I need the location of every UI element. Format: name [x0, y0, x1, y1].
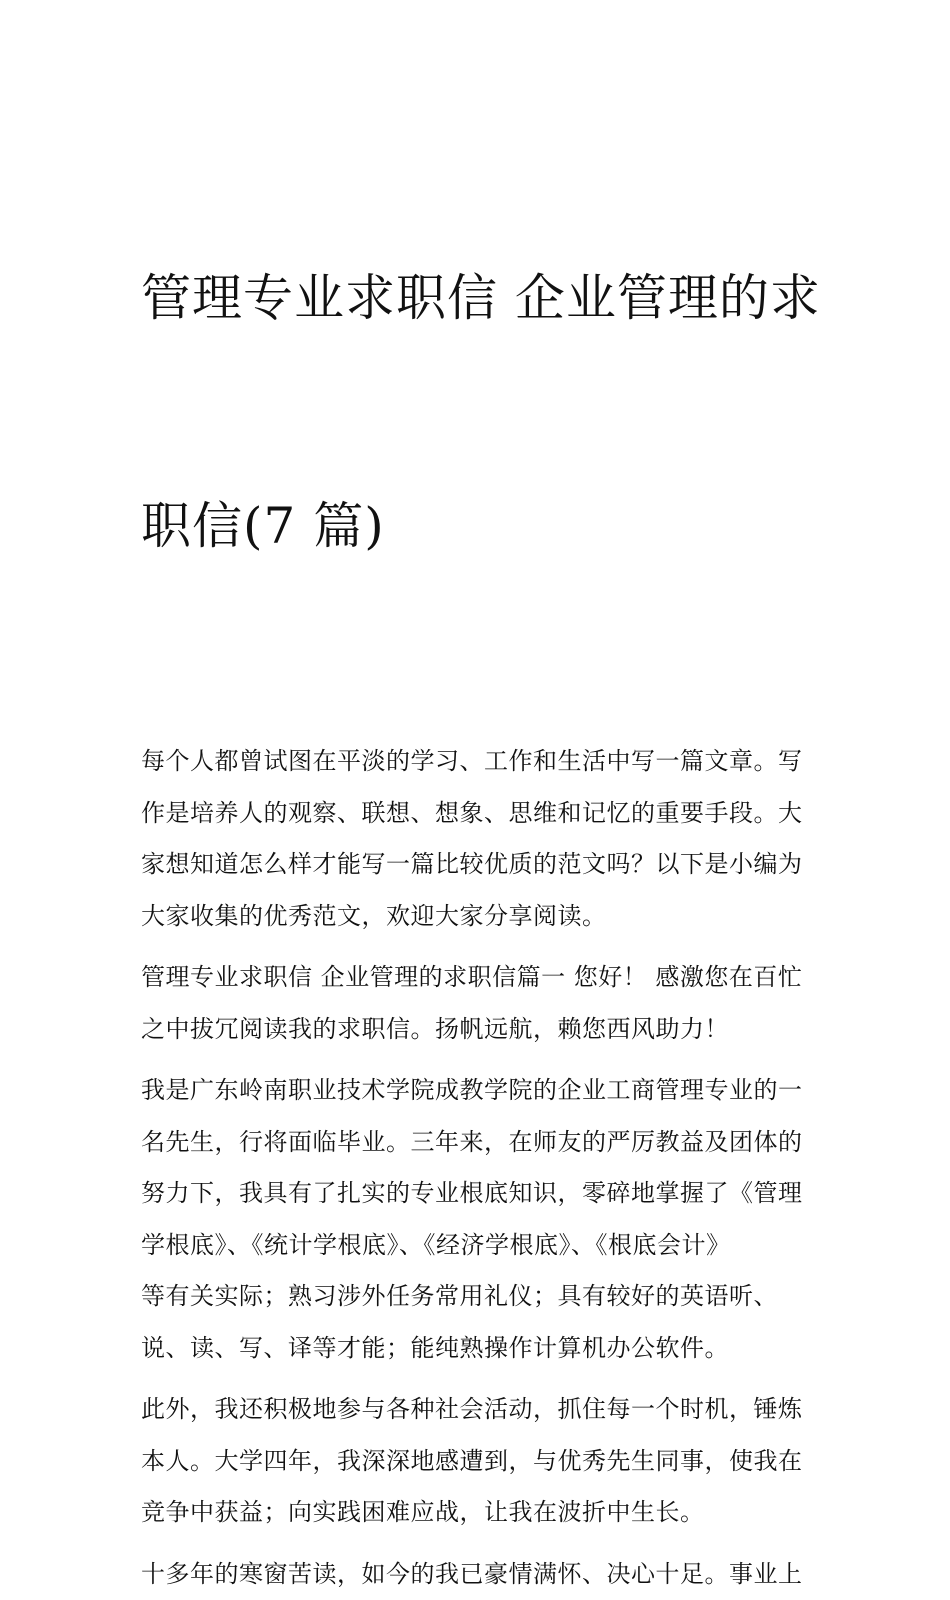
text-line: 我是广东岭南职业技术学院成教学院的企业工商管理专业的一 [141, 1065, 813, 1117]
title-spacer [141, 716, 813, 736]
text-line: 等有关实际；熟习涉外任务常用礼仪；具有较好的英语听、 [141, 1271, 813, 1323]
text-line: 家想知道怎么样才能写一篇比较优质的范文吗？以下是小编为 [141, 839, 813, 891]
title-line: 职信(7 篇) [141, 488, 813, 564]
text-line: 作是培养人的观察、联想、想象、思维和记忆的重要手段。大 [141, 788, 813, 840]
text-line: 名先生，行将面临毕业。三年来，在师友的严厉教益及团体的 [141, 1117, 813, 1169]
paragraph-intro [141, 736, 813, 942]
title-line: 管理专业求职信 企业管理的求 [141, 260, 813, 336]
text-line: 此外，我还积极地参与各种社会活动，抓住每一个时机，锤炼 [141, 1384, 813, 1436]
paragraph-closing [141, 1549, 813, 1600]
text-line: 本人。大学四年，我深深地感遭到，与优秀先生同事，使我在 [141, 1436, 813, 1488]
text-line: 学根底》、《统计学根底》、《经济学根底》、《根底会计》 [141, 1220, 813, 1272]
text-line: 说、读、写、译等才能；能纯熟操作计算机办公软件。 [141, 1323, 813, 1375]
paragraph-activities [141, 1384, 813, 1539]
text-line: 大家收集的优秀范文，欢迎大家分享阅读。 [141, 891, 813, 943]
text-line: 之中拔冗阅读我的求职信。扬帆远航，赖您西风助力！ [141, 1004, 813, 1056]
paragraph-background [141, 1065, 813, 1374]
text-line: 管理专业求职信 企业管理的求职信篇一 您好！ 感激您在百忙 [141, 952, 813, 1004]
paragraph-greeting [141, 952, 813, 1055]
text-line: 每个人都曾试图在平淡的学习、工作和生活中写一篇文章。写 [141, 736, 813, 788]
text-line: 努力下，我具有了扎实的专业根底知识，零碎地掌握了《管理 [141, 1168, 813, 1220]
document-page [141, 108, 813, 1600]
text-line: 竞争中获益；向实践困难应战，让我在波折中生长。 [141, 1487, 813, 1539]
document-title [141, 108, 813, 716]
text-line: 十多年的寒窗苦读，如今的我已豪情满怀、决心十足。事业上 [141, 1549, 813, 1600]
